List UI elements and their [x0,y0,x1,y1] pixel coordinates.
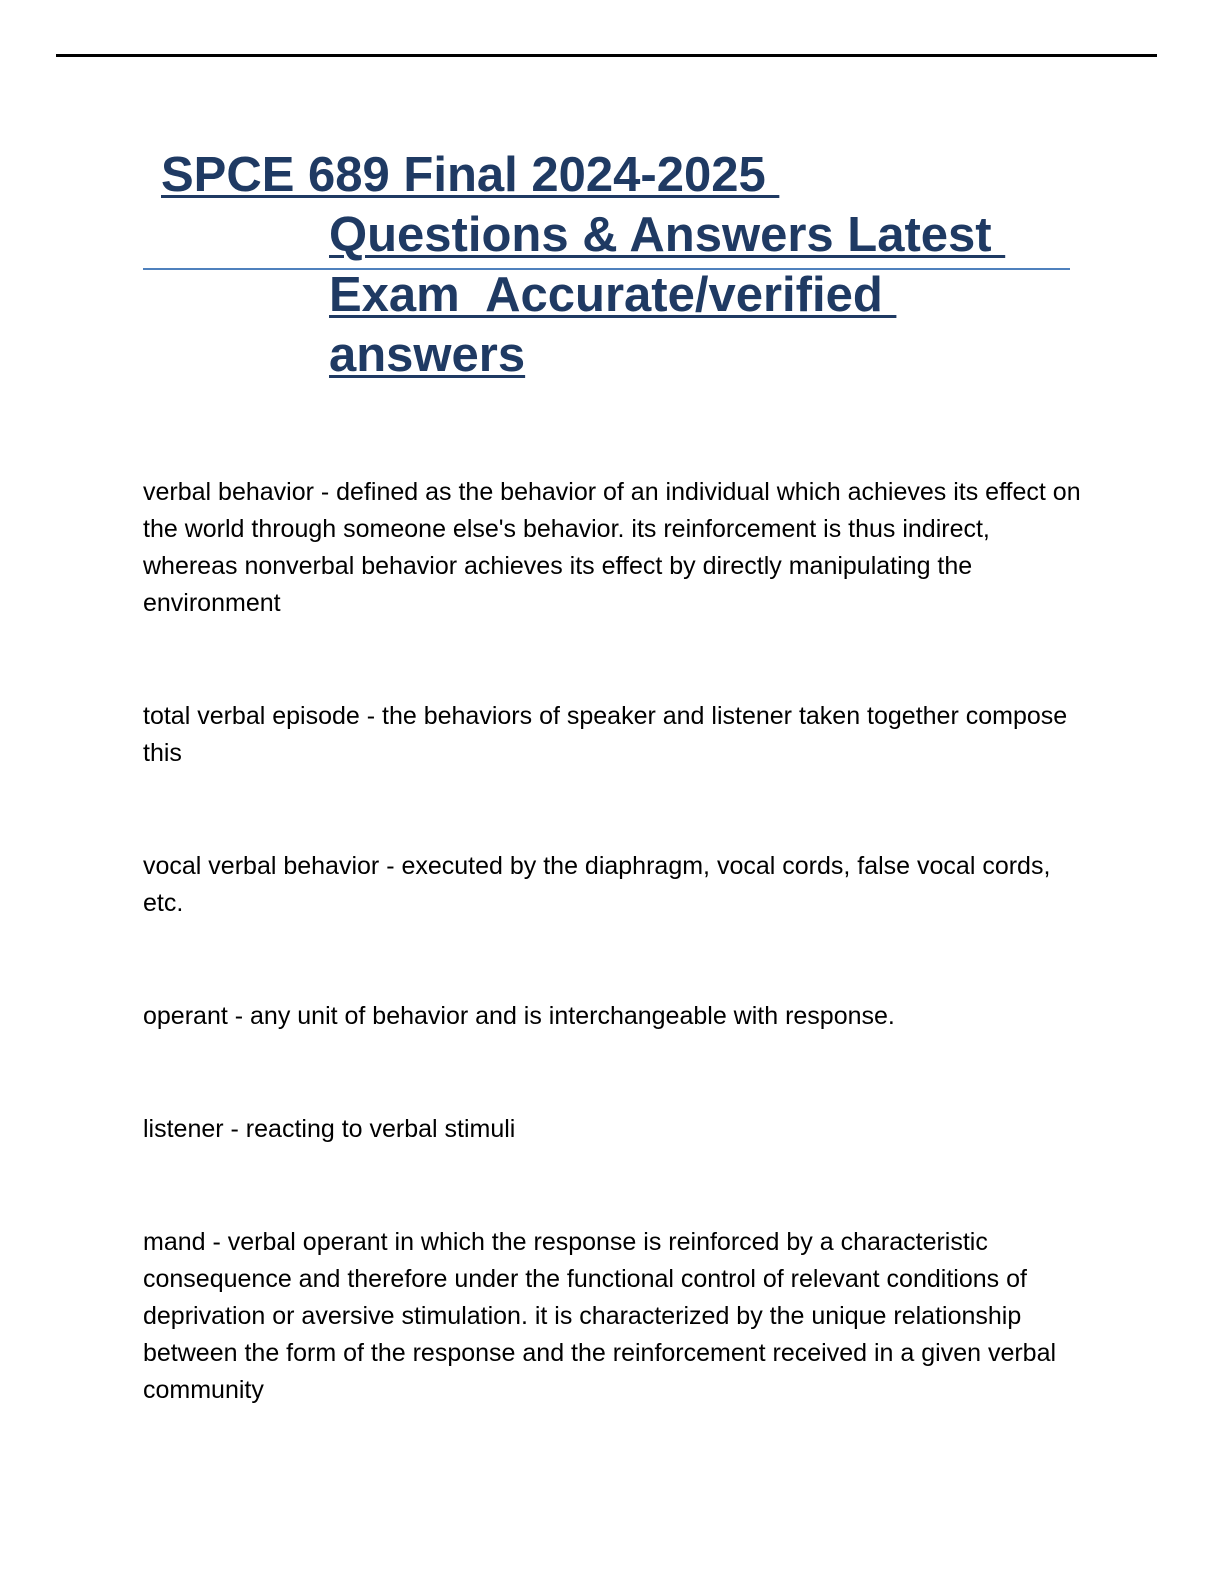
top-horizontal-rule [56,54,1157,57]
title-line-4: answers [329,328,526,382]
document-title [161,145,1081,385]
qa-entry-list [143,474,1083,1409]
title-line-1: SPCE 689 Final 2024-2025 [161,148,780,202]
entry-operant: operant - any unit of behavior and is interchangeable with response. [143,1002,895,1030]
entry-total-verbal-episode: total verbal episode - the behaviors of speaker and listener taken together compose this [143,702,1068,767]
entry-vocal-verbal-behavior: vocal verbal behavior - executed by the diaphragm, vocal cords, false vocal cords, etc. [143,852,1051,917]
title-line-3: Exam Accurate/verified [329,268,897,322]
title-line-2: Questions & Answers Latest [329,208,1006,262]
entry-mand: mand - verbal operant in which the response is reinforced by a characteristic consequence and therefore under the functional control of relevant conditions of deprivation or aversive stimulation. it is characterized by the unique relationship between the form of the response and the reinforcement received in a given verbal community [143,1228,1057,1404]
entry-verbal-behavior: verbal behavior - defined as the behavior of an individual which achieves its effect on the world through someone else's behavior. its reinforcement is thus indirect, whereas nonverbal behavior achieves its effect by directly manipulating the environment [143,478,1081,617]
entry-listener: listener - reacting to verbal stimuli [143,1115,516,1143]
title-underline-rule [143,268,1070,270]
